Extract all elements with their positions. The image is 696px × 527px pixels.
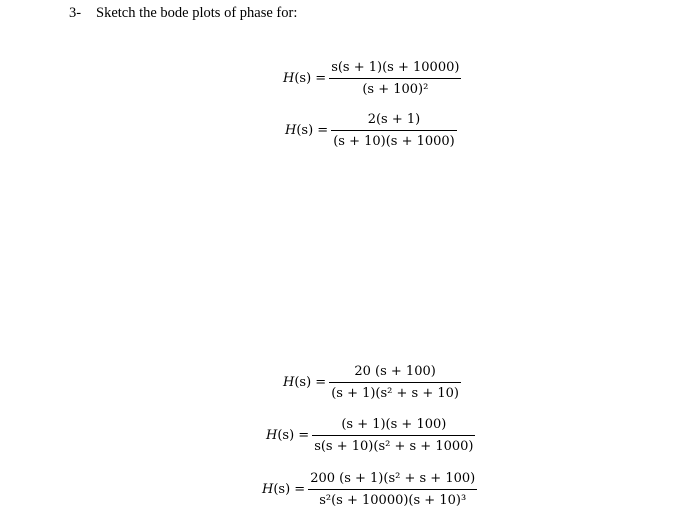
equation-4 — [266, 417, 475, 454]
equation-lhs: H (s) = — [266, 428, 310, 443]
fraction — [329, 364, 461, 401]
equation-1 — [283, 60, 461, 97]
denominator: s(s + 10)(s² + s + 1000) — [314, 439, 474, 454]
equation-lhs: H (s) = — [283, 71, 327, 86]
fraction — [329, 60, 461, 97]
equation-2 — [285, 112, 457, 149]
numerator: 200 (s + 1)(s² + s + 100) — [310, 471, 476, 486]
denominator: (s + 100)² — [362, 82, 429, 97]
denominator: s²(s + 10000)(s + 10)³ — [319, 493, 467, 508]
fraction — [331, 112, 457, 149]
equation-lhs: H (s) = — [283, 375, 327, 390]
denominator: (s + 1)(s² + s + 10) — [331, 386, 459, 401]
denominator: (s + 10)(s + 1000) — [333, 134, 455, 149]
equation-5 — [262, 471, 477, 508]
numerator: s(s + 1)(s + 10000) — [331, 60, 460, 75]
equation-lhs: H (s) = — [262, 482, 306, 497]
equation-3 — [283, 364, 461, 401]
problem-heading — [69, 5, 297, 22]
numerator: (s + 1)(s + 100) — [341, 417, 447, 432]
fraction — [308, 471, 477, 508]
equation-lhs: H (s) = — [285, 123, 329, 138]
problem-text: Sketch the bode plots of phase for: — [96, 5, 298, 21]
problem-number: 3- — [69, 5, 82, 21]
fraction — [312, 417, 475, 454]
numerator: 2(s + 1) — [367, 112, 421, 127]
numerator: 20 (s + 100) — [354, 364, 436, 379]
